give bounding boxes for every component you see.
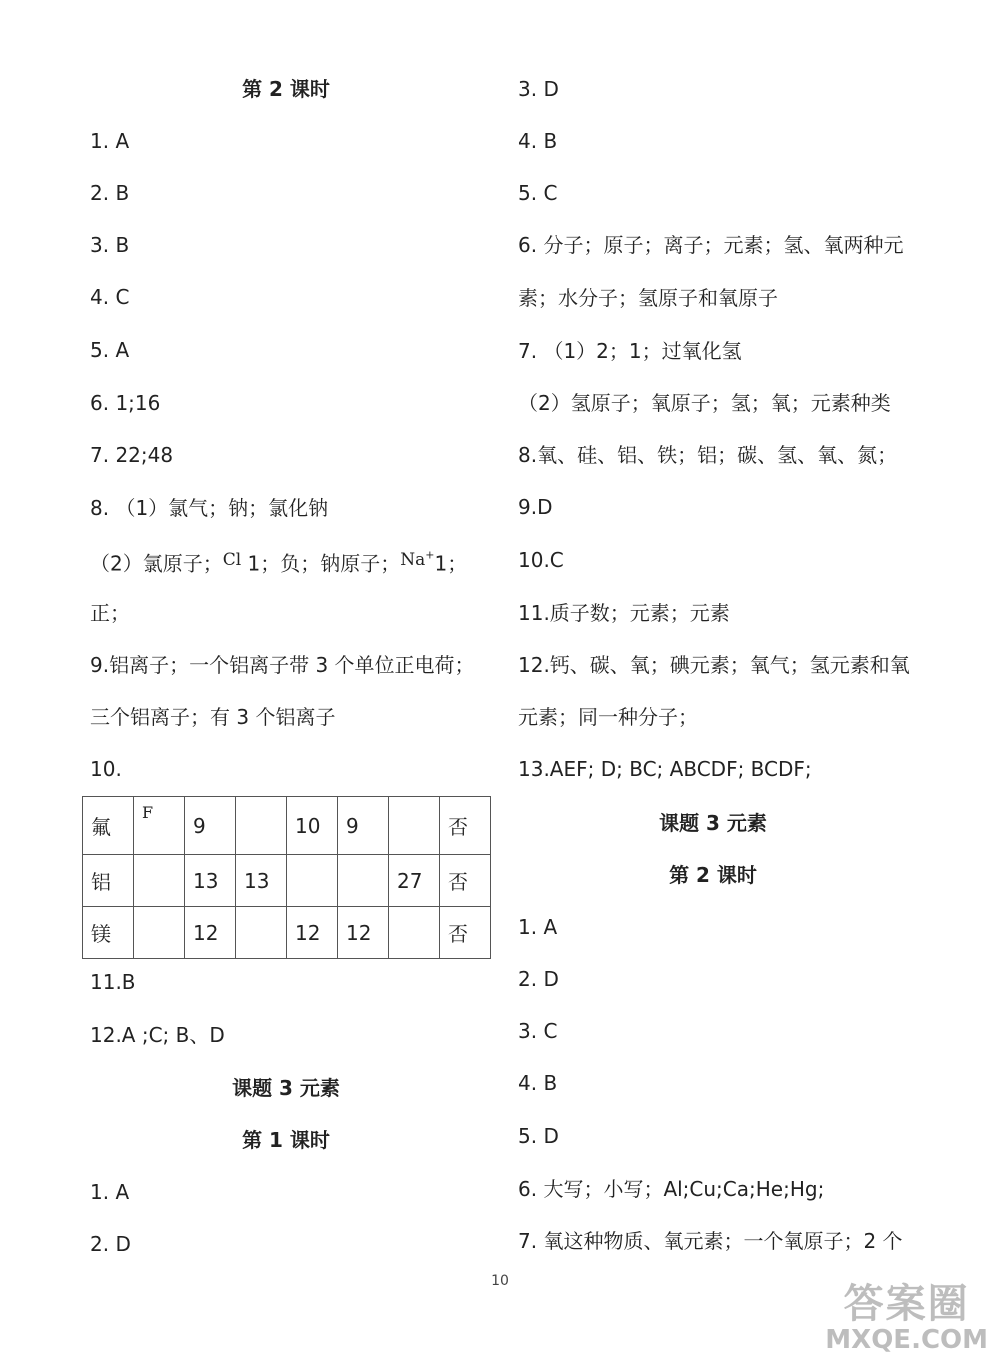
answer-line: 素；水分子；氢原子和氧原子 <box>518 286 778 310</box>
answer-line: 7. （1）2；1；过氧化氢 <box>518 339 742 363</box>
answer-line: 2. B <box>90 181 130 205</box>
table-cell <box>236 797 287 855</box>
section-heading: 第 2 课时 <box>242 77 330 101</box>
table-cell: 氟 <box>83 797 134 855</box>
table-cell <box>134 907 185 959</box>
answer-line: 3. B <box>90 233 130 257</box>
table-cell: 否 <box>440 907 491 959</box>
table-row <box>83 797 491 855</box>
table-row <box>83 855 491 907</box>
answer-line: 3. C <box>518 1019 558 1043</box>
table-cell <box>389 797 440 855</box>
section-heading: 课题 3 元素 <box>659 811 767 835</box>
section-heading: 第 1 课时 <box>242 1128 330 1152</box>
answer-line: （2）氢原子；氧原子；氢；氧；元素种类 <box>518 391 891 415</box>
table-cell: 13 <box>236 855 287 907</box>
section-heading: 课题 3 元素 <box>232 1076 340 1100</box>
answer-line: 10. <box>90 757 122 781</box>
watermark-url: MXQE.COM <box>825 1325 988 1355</box>
table-cell: 12 <box>287 907 338 959</box>
answer-line: 7. 氧这种物质、氧元素；一个氧原子；2 个 <box>518 1229 903 1253</box>
table-cell: 13 <box>185 855 236 907</box>
answer-line: 11.B <box>90 970 136 994</box>
sodium-symbol: Na <box>400 549 426 570</box>
table-cell <box>134 855 185 907</box>
ion-charge: + <box>425 548 435 561</box>
answer-line: 4. C <box>90 285 130 309</box>
answer-line: 8.氧、硅、铝、铁；铝；碳、氢、氧、氮； <box>518 443 898 467</box>
table-cell: 铝 <box>83 855 134 907</box>
answer-line: 9.铝离子；一个铝离子带 3 个单位正电荷； <box>90 653 475 677</box>
answer-line: 6. 1;16 <box>90 391 161 415</box>
table-cell: 9 <box>338 797 389 855</box>
table-cell <box>287 855 338 907</box>
sodium-ion-symbol <box>400 550 434 570</box>
answer-line: 5. D <box>518 1124 559 1148</box>
table-cell: 9 <box>185 797 236 855</box>
answer-text: 1； <box>434 551 468 576</box>
answer-line: 8. （1）氯气；钠；氯化钠 <box>90 496 329 520</box>
answer-line: 12.钙、碳、氧；碘元素；氧气；氢元素和氧 <box>518 653 910 677</box>
answer-line: 6. 大写；小写；Al;Cu;Ca;He;Hg; <box>518 1177 825 1201</box>
answer-line: 1. A <box>90 129 130 153</box>
table-row <box>83 907 491 959</box>
watermark <box>825 1282 988 1354</box>
table-cell: 镁 <box>83 907 134 959</box>
answer-line: 3. D <box>518 77 559 101</box>
table-cell: 27 <box>389 855 440 907</box>
table-cell <box>236 907 287 959</box>
answer-line: 6. 分子；原子；离子；元素；氢、氧两种元 <box>518 233 904 257</box>
answer-line: 4. B <box>518 1071 558 1095</box>
table-cell: 12 <box>338 907 389 959</box>
answer-line: 2. D <box>90 1232 131 1256</box>
table-cell <box>338 855 389 907</box>
answer-line: 2. D <box>518 967 559 991</box>
page-number: 10 <box>491 1273 509 1289</box>
answer-line: 正； <box>90 601 130 625</box>
chlorine-symbol: Cl <box>222 549 242 570</box>
section-heading: 第 2 课时 <box>669 863 757 887</box>
answer-line: 10.C <box>518 548 564 572</box>
answer-line: 5. A <box>90 338 130 362</box>
answer-line: 4. B <box>518 129 558 153</box>
answer-text: 1；负；钠原子； <box>247 551 401 576</box>
table-cell: 12 <box>185 907 236 959</box>
answer-line: 5. C <box>518 181 558 205</box>
element-table <box>82 796 491 959</box>
answer-line: 1. A <box>518 915 558 939</box>
table-cell: 否 <box>440 855 491 907</box>
answer-line: 13.AEF; D; BC; ABCDF; BCDF; <box>518 757 812 781</box>
table-cell: F <box>134 797 185 855</box>
answer-line: 11.质子数；元素；元素 <box>518 601 730 625</box>
answer-line: 9.D <box>518 495 553 519</box>
answer-text: （2）氯原子； <box>90 551 223 576</box>
table-cell: 10 <box>287 797 338 855</box>
table-cell: 否 <box>440 797 491 855</box>
answer-line-with-symbols <box>90 548 467 579</box>
answer-line: 7. 22;48 <box>90 443 174 467</box>
watermark-logo: 答案圈 <box>843 1281 970 1327</box>
table-cell <box>389 907 440 959</box>
answer-line: 12.A ;C; B、D <box>90 1023 225 1047</box>
answer-line: 三个铝离子；有 3 个铝离子 <box>90 705 336 729</box>
answer-line: 1. A <box>90 1180 130 1204</box>
answer-line: 元素；同一种分子； <box>518 705 698 729</box>
